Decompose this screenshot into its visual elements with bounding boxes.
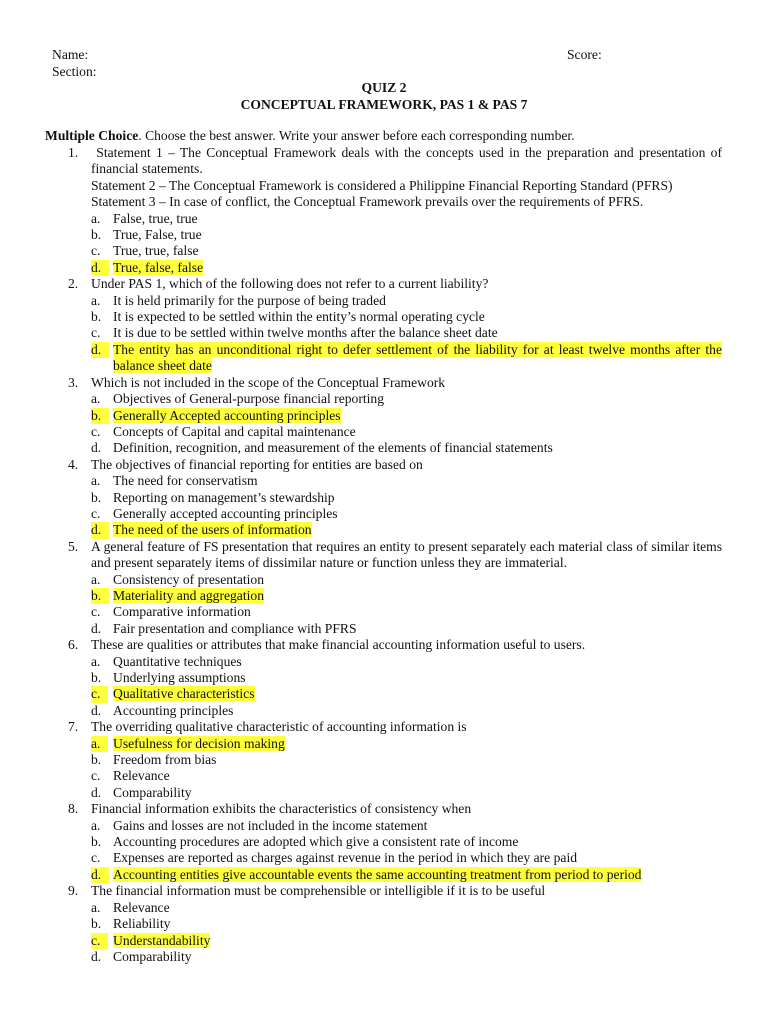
option-letter: b. xyxy=(91,408,109,424)
option-text: False, true, true xyxy=(113,210,198,226)
answer-option xyxy=(0,227,768,243)
option-letter: d. xyxy=(91,867,109,883)
question-text: Which is not included in the scope of the Conceptual Framework xyxy=(91,374,446,390)
option-text: Generally accepted accounting principles xyxy=(113,505,338,521)
answer-option xyxy=(0,243,768,259)
option-text: Materiality and aggregation xyxy=(113,587,264,603)
answer-option xyxy=(0,424,768,440)
question-stem xyxy=(0,801,768,817)
option-letter: b. xyxy=(91,588,109,604)
option-text: Comparability xyxy=(113,784,192,800)
option-letter: d. xyxy=(91,702,102,718)
answer-option-highlighted xyxy=(0,260,768,276)
option-text: Relevance xyxy=(113,768,170,784)
answer-option xyxy=(0,490,768,506)
question-text: A general feature of FS presentation that requires an entity to present separately each material class of similar items and present separately items of dissimilar nature or function unless they are immaterial. xyxy=(91,538,726,571)
option-text: Comparative information xyxy=(113,604,251,620)
option-text: It is expected to be settled within the entity’s normal operating cycle xyxy=(113,309,485,325)
option-letter: b. xyxy=(91,834,102,850)
question-text: Statement 2 – The Conceptual Framework is considered a Philippine Financial Reporting Standard (PFRS) xyxy=(91,177,673,193)
option-letter: a. xyxy=(91,210,101,226)
instructions xyxy=(45,128,575,144)
option-letter: a. xyxy=(91,736,108,752)
answer-option-highlighted xyxy=(0,736,768,752)
option-text: Underlying assumptions xyxy=(113,670,246,685)
quiz-subtitle: CONCEPTUAL FRAMEWORK, PAS 1 & PAS 7 xyxy=(240,97,528,112)
option-text: It is held primarily for the purpose of being traded xyxy=(113,292,386,308)
question-list xyxy=(0,145,768,965)
question-stem xyxy=(0,145,768,211)
option-letter: b. xyxy=(91,489,102,505)
answer-option xyxy=(0,834,768,850)
question-number: 8. xyxy=(68,801,79,817)
question-text: Statement 1 – The Conceptual Framework deals with the concepts used in the preparation and presentation of financial statements. xyxy=(91,145,726,177)
question-text: Financial information exhibits the characteristics of consistency when xyxy=(91,801,472,817)
option-letter: b. xyxy=(91,670,102,685)
question-stem xyxy=(0,539,768,572)
answer-option xyxy=(0,440,768,456)
question-stem xyxy=(0,457,768,473)
answer-option xyxy=(0,293,768,309)
option-letter: d. xyxy=(91,948,102,964)
question-number: 2. xyxy=(68,276,79,292)
option-letter: c. xyxy=(91,325,101,341)
section-label: Section: xyxy=(52,64,97,79)
answer-option-highlighted xyxy=(0,342,768,375)
option-text: Usefulness for decision making xyxy=(113,735,285,751)
option-text: The need of the users of information xyxy=(113,522,312,538)
question-number: 6. xyxy=(68,637,79,653)
option-text: Accounting entities give accountable events the same accounting treatment from period to period xyxy=(113,866,642,882)
option-text: Gains and losses are not included in the income statement xyxy=(113,817,428,833)
option-letter: b. xyxy=(91,752,102,768)
score-label: Score: xyxy=(567,47,602,62)
option-text: True, false, false xyxy=(113,259,204,275)
answer-option xyxy=(0,703,768,719)
question-stem xyxy=(0,637,768,653)
question-stem xyxy=(0,276,768,292)
option-letter: c. xyxy=(91,850,101,866)
question-text: The financial information must be comprehensible or intelligible if it is to be useful xyxy=(91,883,546,899)
answer-option xyxy=(0,916,768,932)
option-text: Freedom from bias xyxy=(113,752,217,768)
answer-option xyxy=(0,900,768,916)
option-text: Reliability xyxy=(113,916,171,932)
option-letter: b. xyxy=(91,227,102,243)
answer-option xyxy=(0,785,768,801)
option-letter: b. xyxy=(91,309,102,325)
option-letter: a. xyxy=(91,653,101,669)
answer-option xyxy=(0,949,768,965)
option-letter: a. xyxy=(91,899,101,915)
option-letter: a. xyxy=(91,571,101,587)
option-letter: c. xyxy=(91,604,101,620)
option-letter: c. xyxy=(91,423,101,439)
option-text: Fair presentation and compliance with PFRS xyxy=(113,620,357,636)
option-letter: d. xyxy=(91,260,109,276)
option-letter: a. xyxy=(91,817,101,833)
answer-option xyxy=(0,309,768,325)
answer-option-highlighted xyxy=(0,522,768,538)
question-number: 9. xyxy=(68,883,79,899)
option-letter: c. xyxy=(91,505,101,521)
option-text: Relevance xyxy=(113,899,170,915)
option-letter: d. xyxy=(91,620,102,636)
option-letter: d. xyxy=(91,342,109,358)
option-letter: c. xyxy=(91,768,101,784)
answer-option xyxy=(0,325,768,341)
option-letter: c. xyxy=(91,243,101,259)
option-letter: a. xyxy=(91,292,101,308)
option-letter: b. xyxy=(91,916,102,932)
answer-option xyxy=(0,850,768,866)
question-stem xyxy=(0,719,768,735)
option-text: Generally Accepted accounting principles xyxy=(113,407,341,423)
option-text: Reporting on management’s stewardship xyxy=(113,489,335,505)
question-text: The objectives of financial reporting for entities are based on xyxy=(91,456,423,472)
answer-option xyxy=(0,621,768,637)
answer-option-highlighted xyxy=(0,686,768,702)
answer-option xyxy=(0,506,768,522)
question-number: 3. xyxy=(68,374,79,390)
answer-option xyxy=(0,391,768,407)
answer-option-highlighted xyxy=(0,408,768,424)
question-number: 7. xyxy=(68,719,79,735)
question-number: 5. xyxy=(68,538,79,554)
question-number: 4. xyxy=(68,456,79,472)
option-text: Accounting principles xyxy=(113,702,234,718)
quiz-title: QUIZ 2 xyxy=(361,80,407,95)
option-text: Objectives of General-purpose financial reporting xyxy=(113,391,385,407)
answer-option xyxy=(0,604,768,620)
question-stem xyxy=(0,375,768,391)
option-text: Consistency of presentation xyxy=(113,571,265,587)
option-text: Understandability xyxy=(113,932,211,948)
answer-option xyxy=(0,768,768,784)
question-text: The overriding qualitative characteristic of accounting information is xyxy=(91,719,467,735)
option-letter: c. xyxy=(91,686,108,702)
question-text: Under PAS 1, which of the following does not refer to a current liability? xyxy=(91,276,489,292)
instructions-label: Multiple Choice xyxy=(45,128,139,143)
question-text: These are qualities or attributes that make financial accounting information useful to users. xyxy=(91,637,586,653)
answer-option xyxy=(0,818,768,834)
option-text: Quantitative techniques xyxy=(113,653,242,669)
option-text: Accounting procedures are adopted which give a consistent rate of income xyxy=(113,834,519,850)
question-number: 1. xyxy=(68,145,79,160)
option-text: Qualitative characteristics xyxy=(113,686,255,702)
answer-option xyxy=(0,654,768,670)
option-text: Expenses are reported as charges against revenue in the period in which they are paid xyxy=(113,850,578,866)
option-letter: a. xyxy=(91,391,101,407)
answer-option-highlighted xyxy=(0,588,768,604)
option-letter: d. xyxy=(91,522,109,538)
answer-option xyxy=(0,670,768,686)
option-letter: a. xyxy=(91,473,101,489)
option-letter: c. xyxy=(91,933,108,949)
question-stem xyxy=(0,883,768,899)
answer-option-highlighted xyxy=(0,933,768,949)
option-text: True, true, false xyxy=(113,243,199,259)
option-letter: d. xyxy=(91,784,102,800)
option-text: Definition, recognition, and measurement of the elements of financial statements xyxy=(113,440,553,456)
option-text: It is due to be settled within twelve months after the balance sheet date xyxy=(113,325,498,341)
name-label: Name: xyxy=(52,47,89,62)
answer-option xyxy=(0,473,768,489)
answer-option xyxy=(0,211,768,227)
option-text: The entity has an unconditional right to defer settlement of the liability for at least twelve months after the balance sheet date xyxy=(113,341,722,374)
option-text: Comparability xyxy=(113,948,192,964)
option-text: Concepts of Capital and capital maintenance xyxy=(113,423,356,439)
answer-option xyxy=(0,752,768,768)
question-text: Statement 3 – In case of conflict, the Conceptual Framework prevails over the requirements of PFRS. xyxy=(91,194,644,210)
instructions-text: . Choose the best answer. Write your answer before each corresponding number. xyxy=(138,128,575,143)
option-text: True, False, true xyxy=(113,227,202,243)
answer-option xyxy=(0,572,768,588)
option-letter: d. xyxy=(91,440,102,456)
option-text: The need for conservatism xyxy=(113,473,258,489)
answer-option-highlighted xyxy=(0,867,768,883)
